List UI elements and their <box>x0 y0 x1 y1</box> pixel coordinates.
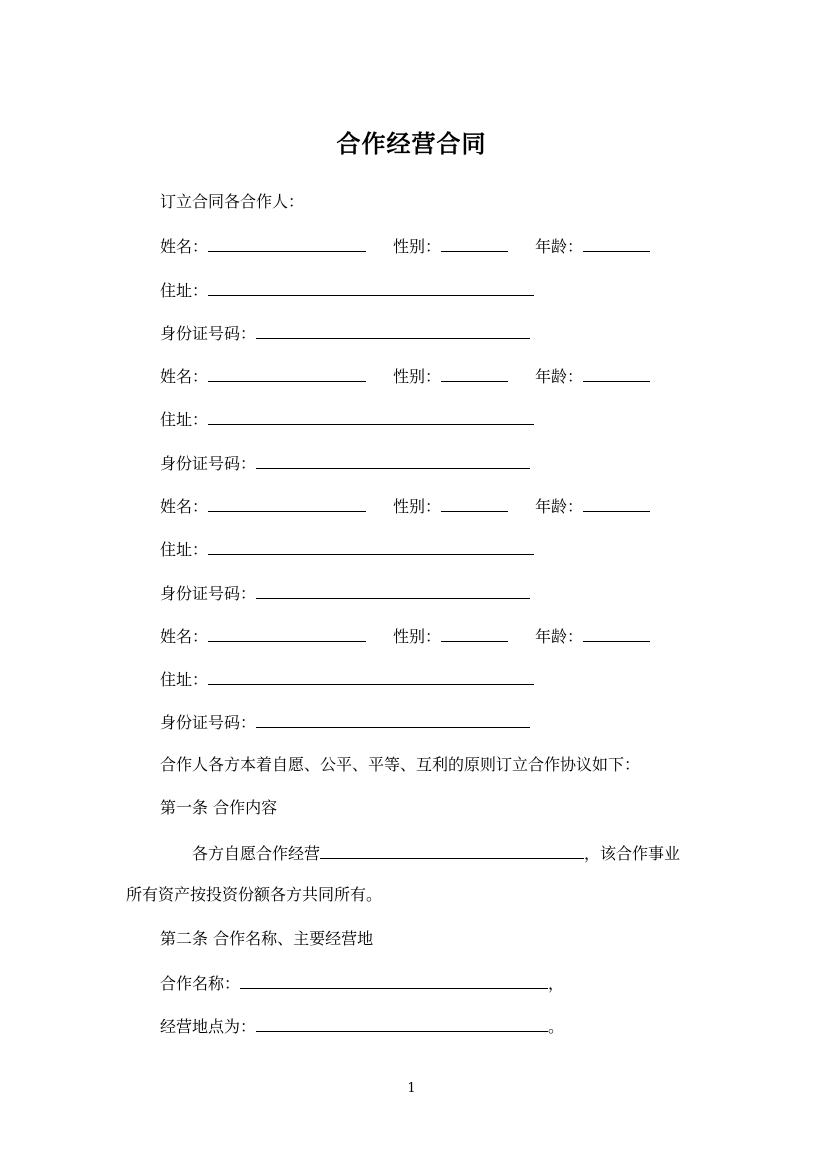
partner-1-address <box>160 277 534 301</box>
age-label: 年龄： <box>535 367 584 386</box>
gender-field[interactable] <box>441 493 508 512</box>
age-label: 年龄： <box>535 497 584 516</box>
id-label: 身份证号码： <box>160 584 257 603</box>
partner-2-address <box>160 406 534 430</box>
name-field[interactable] <box>208 623 366 642</box>
partner-3-basic <box>160 493 680 517</box>
gender-label: 性别： <box>393 237 442 256</box>
cooperation-name-field[interactable] <box>240 970 548 989</box>
age-field[interactable] <box>583 363 650 382</box>
partner-3-id <box>160 580 530 604</box>
id-field[interactable] <box>256 580 530 599</box>
gender-label: 性别： <box>393 627 442 646</box>
article-1-suffix: ，该合作事业 <box>584 844 681 863</box>
partner-3-address <box>160 536 534 560</box>
article-1-line-2: 所有资产按投资份额各方共同所有。 <box>126 885 383 904</box>
age-field[interactable] <box>583 623 650 642</box>
article-1-heading: 第一条 合作内容 <box>160 798 278 817</box>
partner-4-basic <box>160 623 680 647</box>
address-label: 住址： <box>160 281 209 300</box>
gender-field[interactable] <box>441 233 508 252</box>
id-field[interactable] <box>256 709 530 728</box>
page-number: 1 <box>407 1081 416 1096</box>
business-place-suffix: 。 <box>548 1017 565 1036</box>
partner-1-basic <box>160 233 680 257</box>
article-1-prefix: 各方自愿合作经营 <box>192 844 321 863</box>
id-label: 身份证号码： <box>160 454 257 473</box>
age-label: 年龄： <box>535 627 584 646</box>
principle-text: 合作人各方本着自愿、公平、平等、互利的原则订立合作协议如下： <box>160 755 641 774</box>
business-place-line <box>160 1013 564 1037</box>
age-label: 年龄： <box>535 237 584 256</box>
age-field[interactable] <box>583 233 650 252</box>
address-field[interactable] <box>208 277 534 296</box>
name-field[interactable] <box>208 233 366 252</box>
partner-2-id <box>160 450 530 474</box>
gender-label: 性别： <box>393 497 442 516</box>
gender-field[interactable] <box>441 623 508 642</box>
business-place-field[interactable] <box>256 1013 548 1032</box>
partner-4-id <box>160 709 530 733</box>
cooperation-name-suffix: ， <box>548 974 565 993</box>
address-label: 住址： <box>160 670 209 689</box>
intro-line: 订立合同各合作人： <box>160 192 305 211</box>
document-title: 合作经营合同 <box>336 130 487 158</box>
name-label: 姓名： <box>160 237 209 256</box>
name-label: 姓名： <box>160 497 209 516</box>
cooperation-name-label: 合作名称： <box>160 974 241 993</box>
address-label: 住址： <box>160 540 209 559</box>
gender-field[interactable] <box>441 363 508 382</box>
article-2-heading: 第二条 合作名称、主要经营地 <box>160 929 374 948</box>
address-label: 住址： <box>160 410 209 429</box>
name-label: 姓名： <box>160 627 209 646</box>
address-field[interactable] <box>208 536 534 555</box>
partner-1-id <box>160 320 530 344</box>
article-1-line-1 <box>192 840 680 864</box>
id-field[interactable] <box>256 450 530 469</box>
name-label: 姓名： <box>160 367 209 386</box>
business-content-field[interactable] <box>320 840 584 859</box>
age-field[interactable] <box>583 493 650 512</box>
id-field[interactable] <box>256 320 530 339</box>
address-field[interactable] <box>208 666 534 685</box>
gender-label: 性别： <box>393 367 442 386</box>
name-field[interactable] <box>208 363 366 382</box>
address-field[interactable] <box>208 406 534 425</box>
id-label: 身份证号码： <box>160 713 257 732</box>
cooperation-name-line <box>160 970 564 994</box>
name-field[interactable] <box>208 493 366 512</box>
business-place-label: 经营地点为： <box>160 1017 257 1036</box>
partner-2-basic <box>160 363 680 387</box>
partner-4-address <box>160 666 534 690</box>
id-label: 身份证号码： <box>160 324 257 343</box>
